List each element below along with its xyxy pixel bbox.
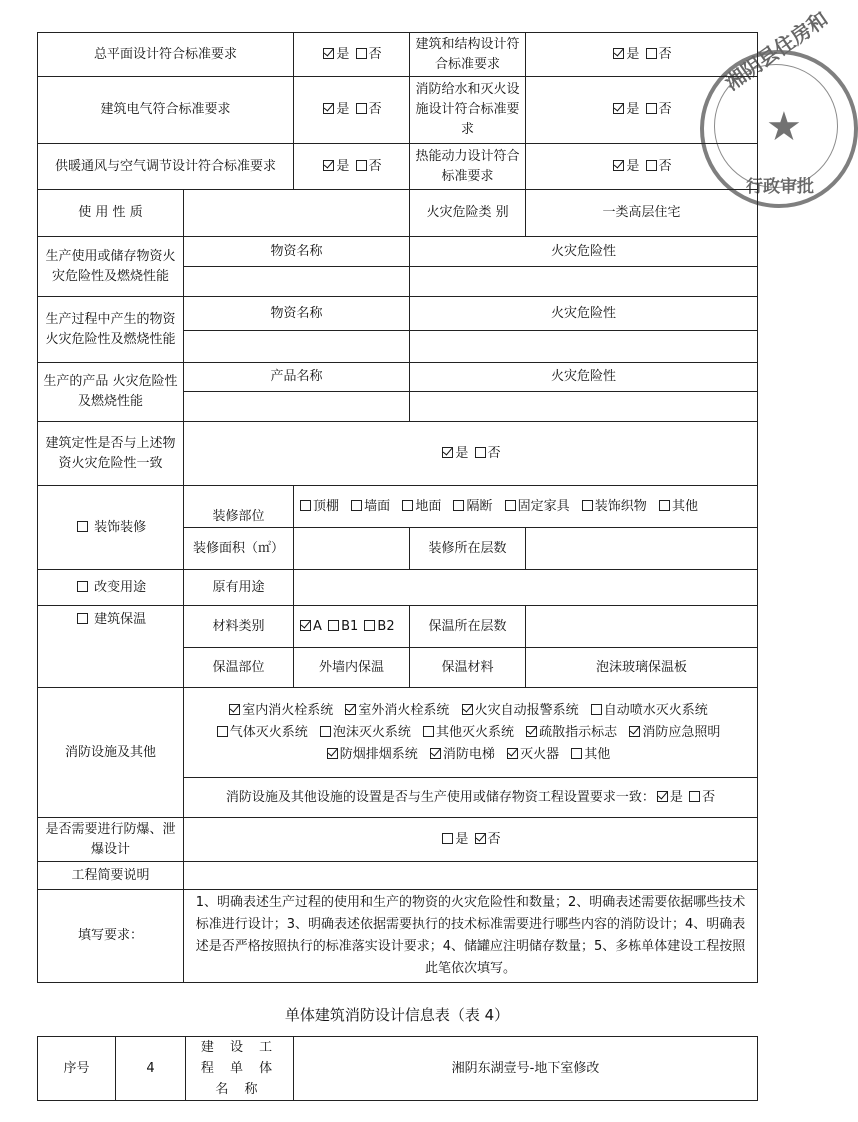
process-col-hazard: 火灾危险性 (410, 297, 758, 331)
checkbox-no[interactable] (646, 103, 657, 114)
table4-seq-label: 序号 (38, 1037, 116, 1101)
process-name-cell[interactable] (184, 331, 410, 363)
brief-label: 工程简要说明 (38, 862, 184, 890)
checkbox-yes[interactable] (657, 791, 668, 802)
checkbox-partition[interactable] (453, 500, 464, 511)
checkbox-evacuation-sign[interactable] (526, 726, 537, 737)
row-explosion (38, 818, 758, 862)
checkbox-fabric[interactable] (582, 500, 593, 511)
checkbox-yes[interactable] (613, 48, 624, 59)
change-use-label: 改变用途 (38, 570, 184, 606)
storage-hazard-cell[interactable] (410, 267, 758, 297)
fire-category-value: 一类高层住宅 (526, 190, 758, 237)
row-fill-requirements (38, 890, 758, 983)
storage-col-name: 物资名称 (184, 237, 410, 267)
decoration-label: 装饰装修 (38, 486, 184, 570)
row-electrical (38, 77, 758, 144)
storage-name-cell[interactable] (184, 267, 410, 297)
consistency-label: 建筑定性是否与上述物资火灾危险性一致 (38, 422, 184, 486)
checkbox-no[interactable] (356, 103, 367, 114)
water-choice: 是 否 (526, 77, 758, 144)
checkbox-emergency-light[interactable] (629, 726, 640, 737)
insulation-mat-choices: A B1 B2 (294, 606, 410, 648)
insulation-material-value: 泡沫玻璃保温板 (526, 648, 758, 688)
row-brief (38, 862, 758, 890)
site-plan-label: 总平面设计符合标准要求 (38, 33, 294, 77)
stamp-text: 湘阴县住房和 (720, 6, 833, 95)
product-name-cell[interactable] (184, 392, 410, 422)
consistency-choice: 是 否 (184, 422, 758, 486)
insulation-floor-label: 保温所在层数 (410, 606, 526, 648)
storage-label: 生产使用或储存物资火灾危险性及燃烧性能 (38, 237, 184, 297)
electrical-label: 建筑电气符合标准要求 (38, 77, 294, 144)
checkbox-gas[interactable] (217, 726, 228, 737)
checkbox-extinguisher[interactable] (507, 748, 518, 759)
row-storage-head (38, 237, 758, 267)
facilities-label: 消防设施及其他 (38, 688, 184, 818)
brief-value[interactable] (184, 862, 758, 890)
checkbox-yes[interactable] (442, 833, 453, 844)
checkbox-other[interactable] (659, 500, 670, 511)
storage-col-hazard: 火灾危险性 (410, 237, 758, 267)
hvac-choice: 是 否 (294, 144, 410, 190)
checkbox-yes[interactable] (323, 160, 334, 171)
decoration-area-value[interactable] (294, 528, 410, 570)
insulation-floor-value[interactable] (526, 606, 758, 648)
checkbox-b2[interactable] (364, 620, 375, 631)
thermal-choice: 是 否 (526, 144, 758, 190)
checkbox-change-use[interactable] (77, 581, 88, 592)
row-product-head (38, 363, 758, 392)
product-col-hazard: 火灾危险性 (410, 363, 758, 392)
product-hazard-cell[interactable] (410, 392, 758, 422)
checkbox-floor[interactable] (402, 500, 413, 511)
product-col-name: 产品名称 (184, 363, 410, 392)
table4-name-label: 建 设 工 程 单 体 名 称 (186, 1037, 294, 1101)
decoration-floor-label: 装修所在层数 (410, 528, 526, 570)
table4-name-value: 湘阴东湖壹号-地下室修改 (294, 1037, 758, 1101)
checkbox-smoke-control[interactable] (327, 748, 338, 759)
facilities-question: 消防设施及其他设施的设置是否与生产使用或储存物资工程设置要求一致： 是 否 (184, 778, 758, 818)
facilities-list: 室内消火栓系统 室外消火栓系统 火灾自动报警系统 自动喷水灭火系统 气体灭火系统 泡沫灭火系统 其他灭火系统 疏散指示标志 消防应急照明 防烟排烟系统 消防电梯 灭火器 其他 (184, 688, 758, 778)
fill-label: 填写要求： (38, 890, 184, 983)
row-process-head (38, 297, 758, 331)
orig-use-label: 原有用途 (184, 570, 294, 606)
checkbox-decoration[interactable] (77, 521, 88, 532)
star-icon: ★ (766, 104, 802, 150)
checkbox-b1[interactable] (328, 620, 339, 631)
fill-text: 1、明确表述生产过程的使用和生产的物资的火灾危险性和数量；2、明确表述需要依据哪些技术标准进行设计；3、明确表述依据需要执行的技术标准需要进行哪些内容的消防设计；4、明确表述是否严格按照执行的标准落实设计要求；4、储罐应注明储存数量；5、多栋单体建设工程按照此笔依次填写。 (184, 890, 758, 983)
insulation-part-value: 外墙内保温 (294, 648, 410, 688)
table4 (37, 1036, 758, 1101)
checkbox-outdoor-hydrant[interactable] (345, 704, 356, 715)
hvac-label: 供暖通风与空气调节设计符合标准要求 (38, 144, 294, 190)
checkbox-fire-alarm[interactable] (462, 704, 473, 715)
row-facilities (38, 688, 758, 778)
checkbox-wall[interactable] (351, 500, 362, 511)
checkbox-foam[interactable] (320, 726, 331, 737)
usage-value[interactable] (184, 190, 410, 237)
checkbox-sprinkler[interactable] (591, 704, 602, 715)
water-label: 消防给水和灭火设施设计符合标准要求 (410, 77, 526, 144)
decoration-part-label: 装修部位 (184, 486, 294, 528)
process-col-name: 物资名称 (184, 297, 410, 331)
insulation-label: 建筑保温 (38, 606, 184, 688)
checkbox-ceiling[interactable] (300, 500, 311, 511)
checkbox-no[interactable] (475, 447, 486, 458)
insulation-material-label: 保温材料 (410, 648, 526, 688)
checkbox-yes[interactable] (442, 447, 453, 458)
row-hvac (38, 144, 758, 190)
electrical-choice: 是 否 (294, 77, 410, 144)
table4-row (38, 1037, 758, 1101)
row-consistency (38, 422, 758, 486)
insulation-mat-label: 材料类别 (184, 606, 294, 648)
checkbox-a[interactable] (300, 620, 311, 631)
orig-use-value[interactable] (294, 570, 758, 606)
checkbox-no[interactable] (356, 48, 367, 59)
checkbox-yes[interactable] (613, 160, 624, 171)
checkbox-no[interactable] (356, 160, 367, 171)
stamp-text-bottom: 行政审批 (746, 177, 814, 197)
row-change-use (38, 570, 758, 606)
checkbox-no[interactable] (475, 833, 486, 844)
checkbox-yes[interactable] (613, 103, 624, 114)
explosion-choice: 是 否 (184, 818, 758, 862)
checkbox-no[interactable] (646, 160, 657, 171)
table4-seq-value: 4 (116, 1037, 186, 1101)
process-label: 生产过程中产生的物资火灾危险性及燃烧性能 (38, 297, 184, 363)
fire-category-label: 火灾危险类 别 (410, 190, 526, 237)
checkbox-furniture[interactable] (505, 500, 516, 511)
site-plan-choice: 是 否 (294, 33, 410, 77)
row-decoration-parts (38, 486, 758, 528)
checkbox-fire-elevator[interactable] (430, 748, 441, 759)
row-usage (38, 190, 758, 237)
structure-label: 建筑和结构设计符合标准要求 (410, 33, 526, 77)
checkbox-facility-other[interactable] (571, 748, 582, 759)
thermal-label: 热能动力设计符合标准要求 (410, 144, 526, 190)
checkbox-indoor-hydrant[interactable] (229, 704, 240, 715)
decoration-floor-value[interactable] (526, 528, 758, 570)
checkbox-insulation[interactable] (77, 613, 88, 624)
fire-design-form (37, 32, 758, 983)
structure-choice: 是 否 (526, 33, 758, 77)
checkbox-no[interactable] (689, 791, 700, 802)
decoration-parts: 顶棚 墙面 地面 隔断 固定家具 装饰织物 其他 (294, 486, 758, 528)
explosion-label: 是否需要进行防爆、泄爆设计 (38, 818, 184, 862)
product-label: 生产的产品 火灾危险性及燃烧性能 (38, 363, 184, 422)
checkbox-yes[interactable] (323, 103, 334, 114)
table4-title: 单体建筑消防设计信息表（表 4） (284, 1006, 510, 1024)
decoration-area-label: 装修面积（㎡） (184, 528, 294, 570)
usage-label: 使 用 性 质 (38, 190, 184, 237)
process-hazard-cell[interactable] (410, 331, 758, 363)
insulation-part-label: 保温部位 (184, 648, 294, 688)
checkbox-yes[interactable] (323, 48, 334, 59)
checkbox-other-extinguish[interactable] (423, 726, 434, 737)
row-site-plan (38, 33, 758, 77)
row-insulation-material (38, 606, 758, 648)
checkbox-no[interactable] (646, 48, 657, 59)
